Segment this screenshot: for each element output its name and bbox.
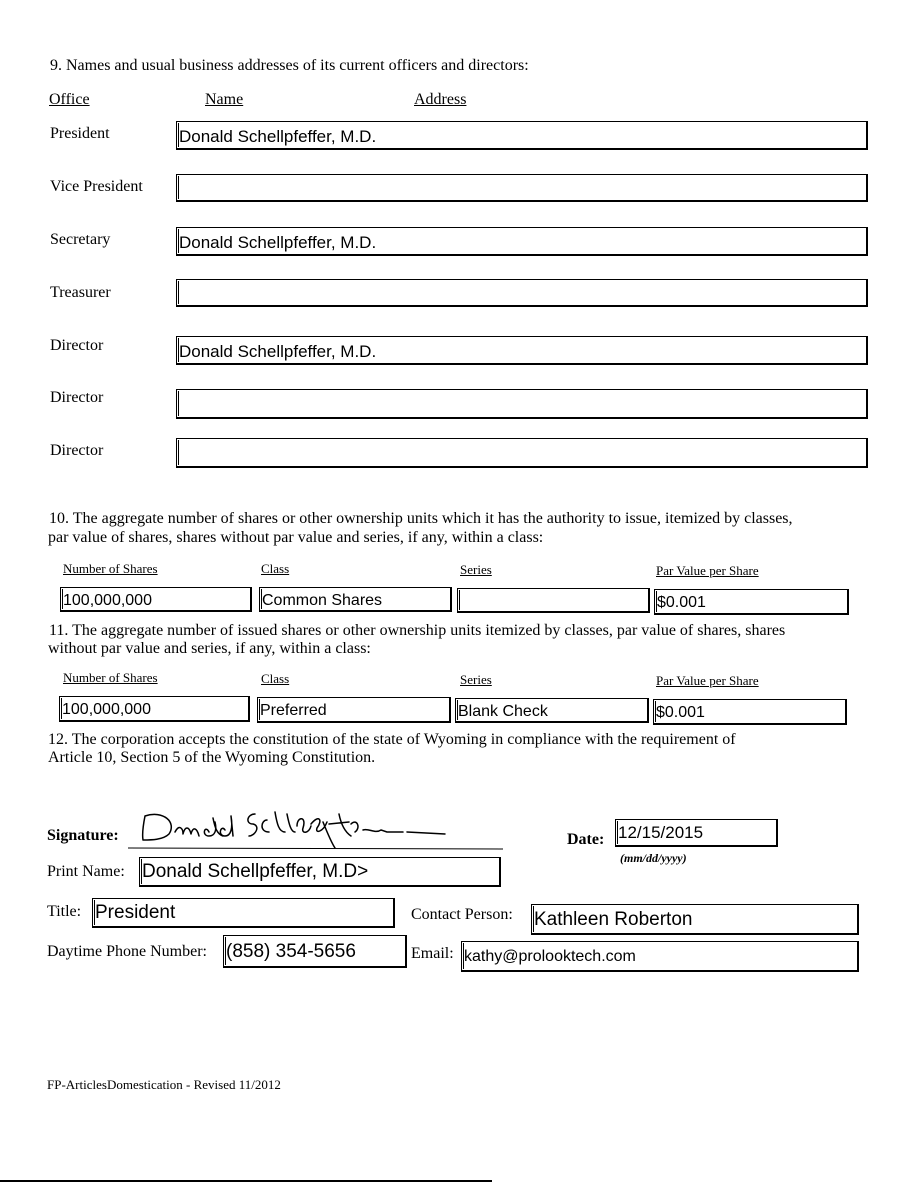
date-field[interactable]: 12/15/2015 — [615, 819, 778, 847]
section-9-heading: 9. Names and usual business addresses of its current officers and directors: — [50, 57, 529, 74]
date-format-hint: (mm/dd/yyyy) — [620, 851, 687, 865]
section-12-text-line2: Article 10, Section 5 of the Wyoming Constitution. — [48, 749, 376, 766]
section-10-text-line2: par value of shares, shares without par value and series, if any, within a class: — [48, 529, 544, 546]
office-label-vice-president: Vice President — [50, 178, 143, 195]
s10-par-value-header: Par Value per Share — [656, 563, 759, 578]
office-label-director-2: Director — [50, 389, 104, 406]
office-label-director-1: Director — [50, 337, 104, 354]
section-12-text-line1: 12. The corporation accepts the constitution of the state of Wyoming in compliance with the requirement of — [48, 731, 736, 748]
treasurer-field[interactable] — [176, 279, 868, 307]
title-label: Title: — [47, 903, 82, 920]
date-label: Date: — [567, 831, 605, 848]
name-column-header: Name — [205, 91, 244, 108]
s11-class-header: Class — [261, 671, 290, 686]
secretary-field[interactable]: Donald Schellpfeffer, M.D. — [176, 227, 868, 256]
office-column-header: Office — [49, 91, 90, 108]
s11-par-value-header: Par Value per Share — [656, 673, 759, 688]
office-label-secretary: Secretary — [50, 231, 111, 248]
s10-number-of-shares-field[interactable]: 100,000,000 — [60, 587, 252, 612]
s11-class-field[interactable]: Preferred — [257, 697, 451, 723]
section-10-text-line1: 10. The aggregate number of shares or other ownership units which it has the authority to issue, itemized by classes, — [49, 510, 793, 527]
s11-series-field[interactable]: Blank Check — [455, 698, 649, 723]
office-label-treasurer: Treasurer — [50, 284, 111, 301]
president-field[interactable]: Donald Schellpfeffer, M.D. — [176, 121, 868, 150]
director-field-1[interactable]: Donald Schellpfeffer, M.D. — [176, 336, 868, 365]
contact-person-label: Contact Person: — [411, 906, 513, 923]
email-label: Email: — [411, 945, 454, 962]
email-field[interactable]: kathy@prolooktech.com — [461, 941, 859, 972]
print-name-label: Print Name: — [47, 863, 125, 880]
s10-series-header: Series — [460, 562, 492, 577]
office-label-president: President — [50, 125, 110, 142]
s10-class-field[interactable]: Common Shares — [259, 587, 452, 612]
form-identifier: FP-ArticlesDomestication - Revised 11/2012 — [47, 1077, 281, 1092]
director-field-3[interactable] — [176, 438, 868, 468]
section-11-text-line1: 11. The aggregate number of issued shares or other ownership units itemized by classes, par value of shares, shares — [49, 622, 786, 639]
daytime-phone-label: Daytime Phone Number: — [47, 943, 207, 960]
s11-number-of-shares-field[interactable]: 100,000,000 — [59, 696, 250, 722]
s10-par-value-field[interactable]: $0.001 — [654, 589, 849, 615]
office-label-director-3: Director — [50, 442, 104, 459]
daytime-phone-field[interactable]: (858) 354-5656 — [223, 935, 407, 968]
s11-number-of-shares-header: Number of Shares — [63, 670, 158, 685]
s10-number-of-shares-header: Number of Shares — [63, 561, 158, 576]
address-column-header: Address — [414, 91, 467, 108]
s10-series-field[interactable] — [457, 588, 650, 613]
section-11-text-line2: without par value and series, if any, within a class: — [48, 640, 371, 657]
vice-president-field[interactable] — [176, 174, 868, 202]
handwritten-signature — [125, 802, 510, 854]
contact-person-field[interactable]: Kathleen Roberton — [531, 904, 859, 935]
signature-line — [128, 848, 503, 849]
s11-series-header: Series — [460, 672, 492, 687]
s10-class-header: Class — [261, 561, 290, 576]
title-field[interactable]: President — [92, 898, 395, 928]
s11-par-value-field[interactable]: $0.001 — [653, 699, 847, 725]
director-field-2[interactable] — [176, 389, 868, 419]
bottom-rule — [0, 1180, 492, 1182]
signature-label: Signature: — [47, 827, 119, 844]
print-name-field[interactable]: Donald Schellpfeffer, M.D> — [139, 857, 501, 887]
